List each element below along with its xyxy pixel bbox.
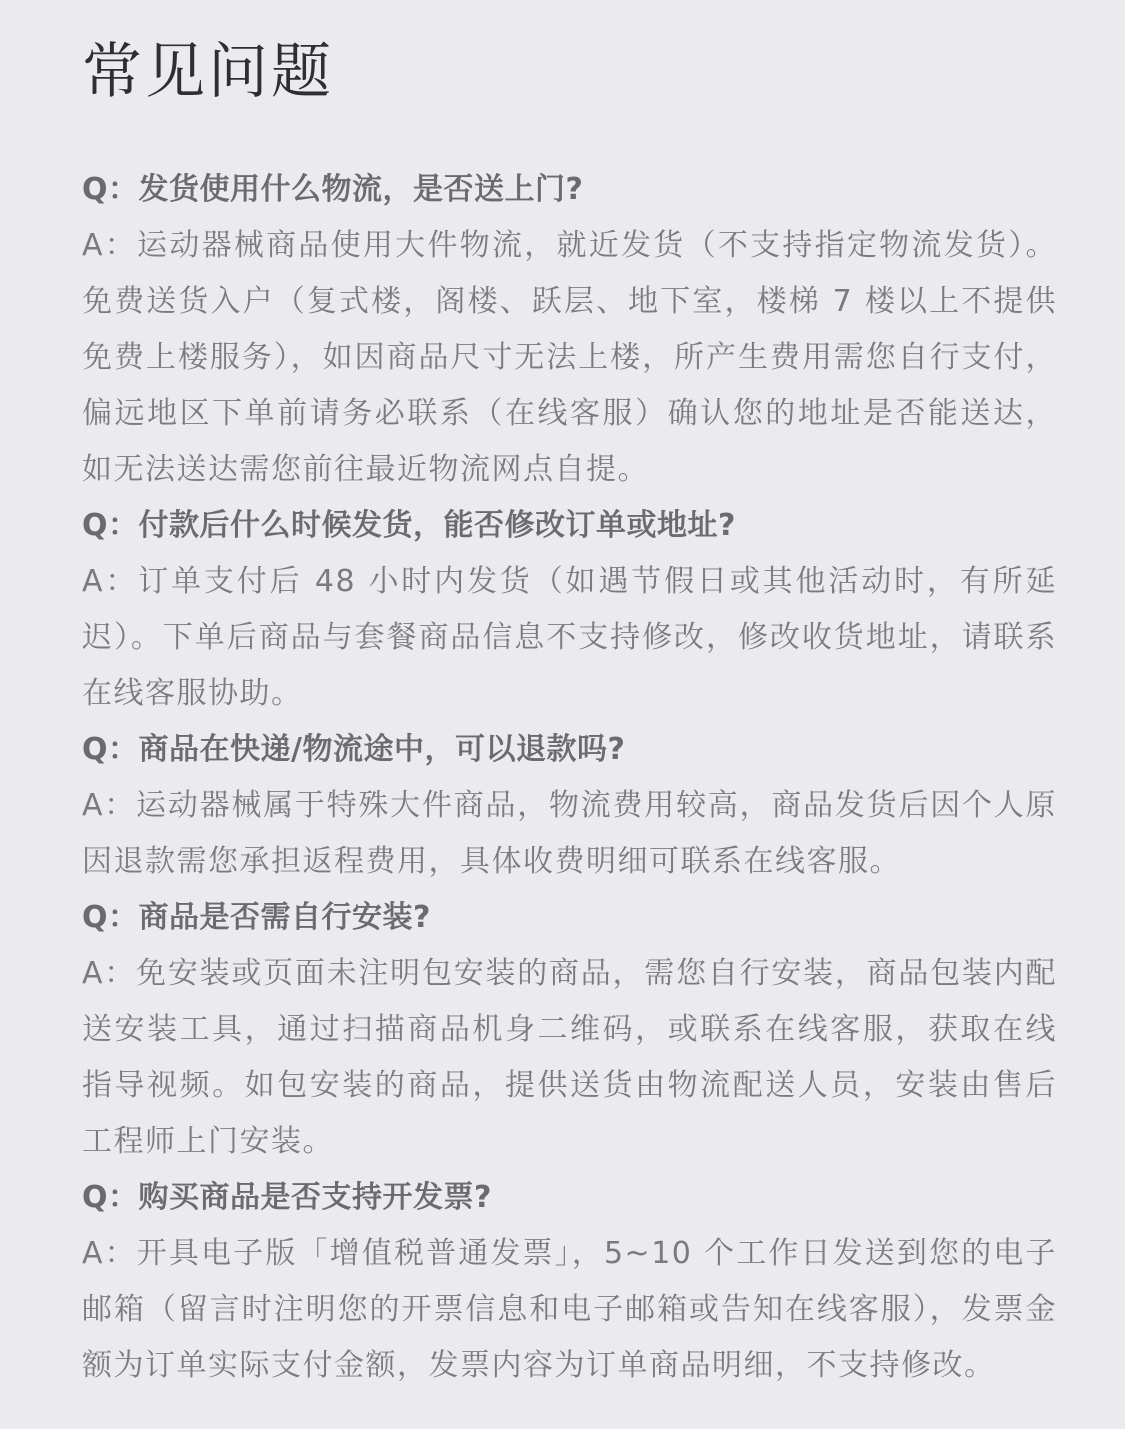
faq-item-installation [82,890,1057,1170]
faq-item-shipping [82,162,1057,498]
faq-item-delivery-time [82,498,1057,722]
faq-answer: A：免安装或页面未注明包安装的商品，需您自行安装，商品包装内配送安装工具，通过扫描商品机身二维码，或联系在线客服，获取在线指导视频。如包安装的商品，提供送货由物流配送人员，安装由售后工程师上门安装。 [82,956,1057,1159]
faq-question: Q：购买商品是否支持开发票? [82,1180,492,1215]
faq-question: Q：商品在快递/物流途中，可以退款吗? [82,732,626,767]
faq-question: Q：付款后什么时候发货，能否修改订单或地址? [82,508,736,543]
faq-question: Q：发货使用什么物流，是否送上门? [82,172,584,207]
page-title: 常见问题 [82,37,334,107]
faq-item-invoice [82,1170,1057,1394]
faq-answer: A：运动器械商品使用大件物流，就近发货（不支持指定物流发货）。免费送货入户（复式楼，阁楼、跃层、地下室，楼梯 7 楼以上不提供免费上楼服务），如因商品尺寸无法上楼，所产生费用需您自行支付，偏远地区下单前请务必联系（在线客服）确认您的地址是否能送达，如无法送达需您前往最近物流网点自提。 [82,228,1057,487]
faq-answer: A：运动器械属于特殊大件商品，物流费用较高，商品发货后因个人原因退款需您承担返程费用，具体收费明细可联系在线客服。 [82,788,1057,879]
faq-answer: A：订单支付后 48 小时内发货（如遇节假日或其他活动时，有所延迟）。下单后商品与套餐商品信息不支持修改，修改收货地址，请联系在线客服协助。 [82,564,1057,711]
faq-list [82,162,1057,1394]
faq-answer: A：开具电子版「增值税普通发票」，5~10 个工作日发送到您的电子邮箱（留言时注明您的开票信息和电子邮箱或告知在线客服），发票金额为订单实际支付金额，发票内容为订单商品明细，不支持修改。 [82,1236,1057,1383]
faq-question: Q：商品是否需自行安装? [82,900,431,935]
faq-item-refund [82,722,1057,890]
